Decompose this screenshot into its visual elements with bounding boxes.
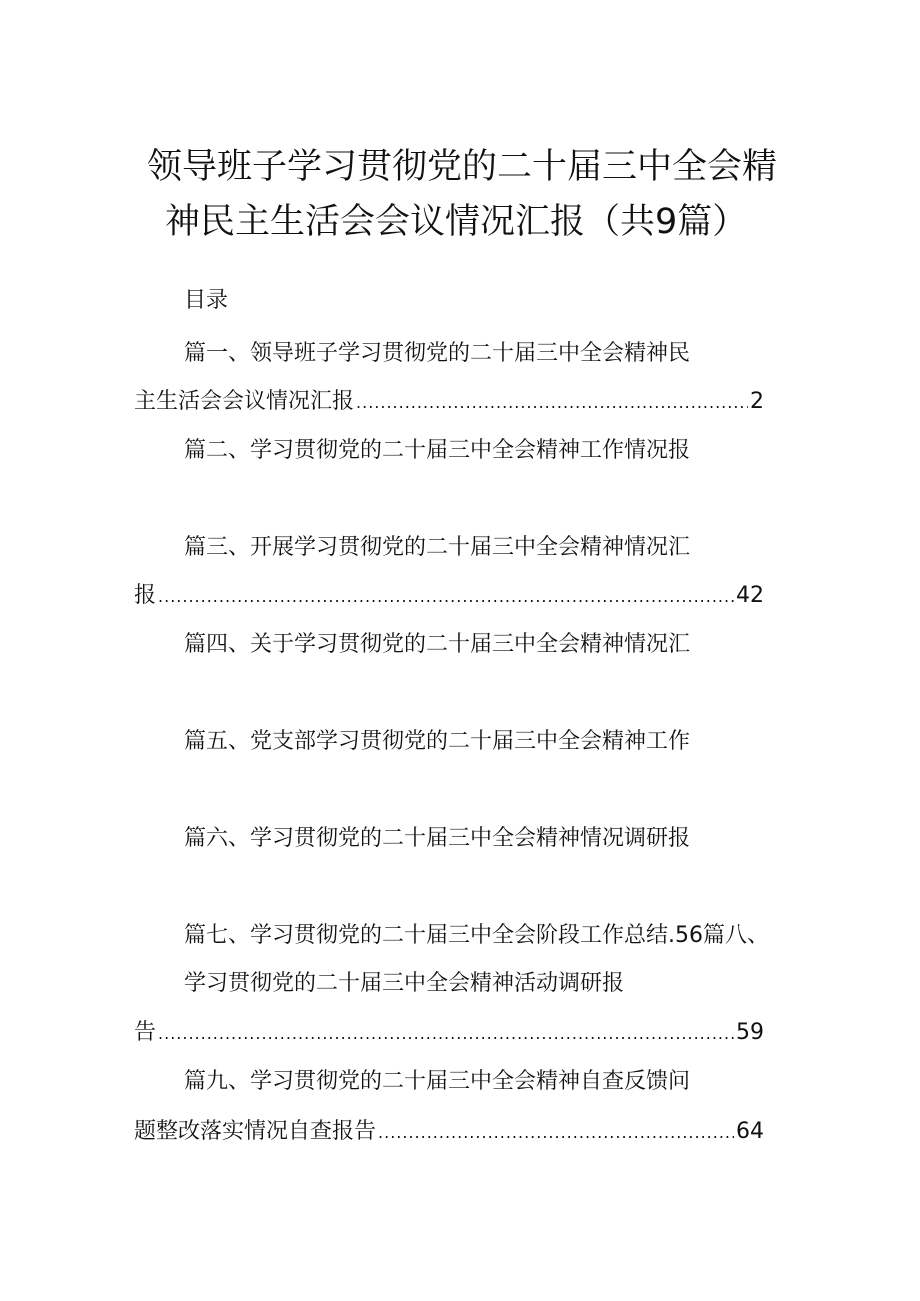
toc-entry-9-title-end: 题整改落实情况自查报告: [134, 1119, 377, 1144]
toc-entry-8-page: 59: [736, 1020, 764, 1045]
toc-entry-1-title-end: 主生活会会议情况汇报: [134, 389, 355, 414]
toc-entry-8-line-1[interactable]: 学习贯彻党的二十届三中全会精神活动调研报: [184, 971, 625, 996]
toc-leader-dots: [378, 1125, 734, 1141]
toc-entry-3-page: 42: [736, 583, 764, 608]
toc-entry-9-line-1[interactable]: 篇九、学习贯彻党的二十届三中全会精神自查反馈问: [184, 1069, 691, 1094]
toc-entry-9-line-2[interactable]: [134, 1121, 764, 1143]
toc-leader-dots: [158, 1026, 734, 1042]
toc-leader-dots: [356, 395, 748, 411]
toc-entry-1-line-1[interactable]: 篇一、领导班子学习贯彻党的二十届三中全会精神民: [184, 341, 691, 366]
toc-entry-7-line-1[interactable]: 篇七、学习贯彻党的二十届三中全会阶段工作总结.56篇八、: [184, 923, 769, 948]
toc-entry-1-page: 2: [750, 389, 764, 414]
toc-entry-3-line-1[interactable]: 篇三、开展学习贯彻党的二十届三中全会精神情况汇: [184, 535, 691, 560]
toc-leader-dots: [158, 589, 734, 605]
toc-entry-2[interactable]: 篇二、学习贯彻党的二十届三中全会精神工作情况报: [184, 438, 691, 463]
toc-entry-1-line-2[interactable]: [134, 391, 764, 413]
toc-entry-8-title-end: 告: [134, 1020, 157, 1045]
toc-entry-3-line-2[interactable]: [134, 585, 764, 607]
toc-entry-6[interactable]: 篇六、学习贯彻党的二十届三中全会精神情况调研报: [184, 826, 691, 851]
toc-entry-4[interactable]: 篇四、关于学习贯彻党的二十届三中全会精神情况汇: [184, 632, 691, 657]
toc-entry-8-line-2[interactable]: [134, 1022, 764, 1044]
toc-entry-5[interactable]: 篇五、党支部学习贯彻党的二十届三中全会精神工作: [184, 729, 691, 754]
toc-entry-3-title-end: 报: [134, 583, 157, 608]
document-title-line-1: 领导班子学习贯彻党的二十届三中全会精: [147, 147, 778, 187]
toc-heading: 目录: [184, 288, 229, 313]
toc-entry-9-page: 64: [736, 1119, 764, 1144]
document-title-line-2: 神民主生活会会议情况汇报（共9篇）: [165, 202, 748, 242]
